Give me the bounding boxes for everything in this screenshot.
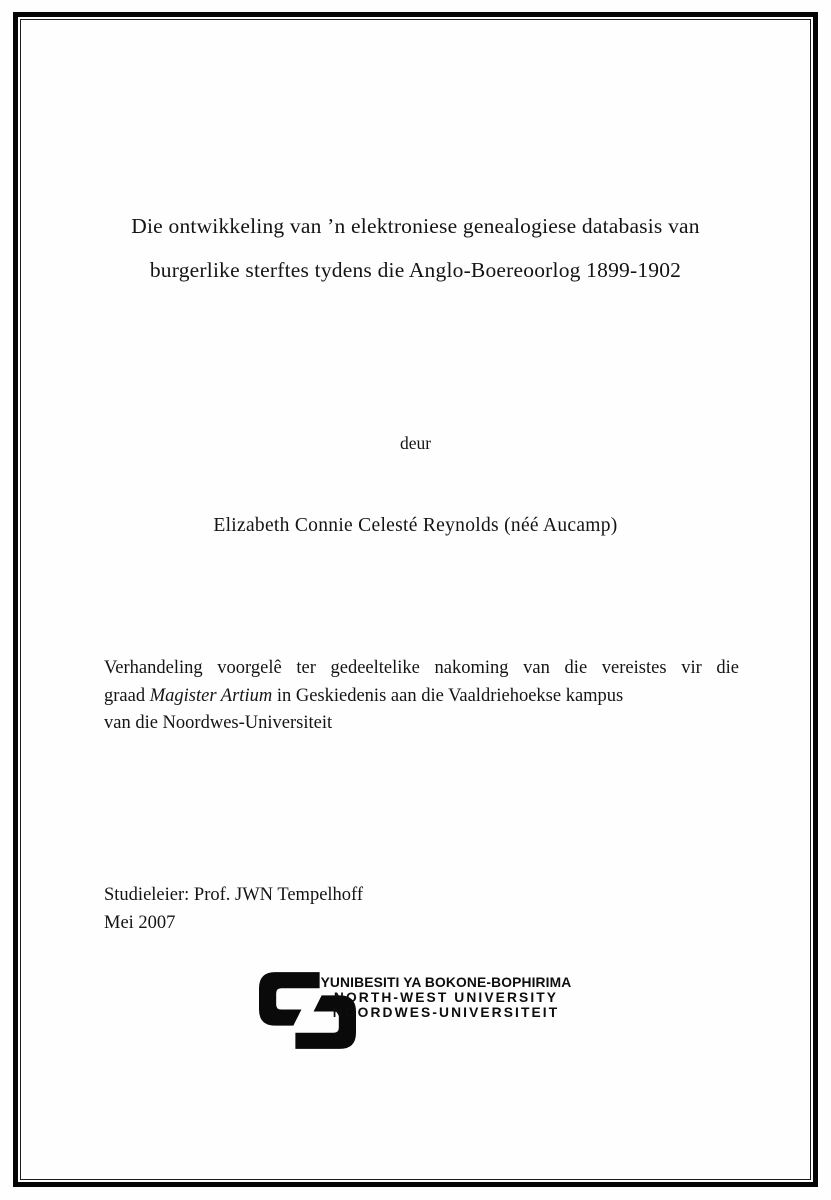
- degree-statement-line2: [104, 683, 739, 711]
- thesis-title-line1: Die ontwikkeling van ’n elektroniese genealogiese databasis van: [131, 214, 700, 238]
- byline-deur: deur: [399, 433, 432, 453]
- degree-statement-line1: Verhandeling voorgelê ter gedeeltelike nakoming van die vereistes vir die: [104, 658, 739, 678]
- author-name: Elizabeth Connie Celesté Reynolds (néé Aucamp): [213, 515, 618, 536]
- supervisor-block: [104, 881, 363, 937]
- degree-statement-line2-pre: graad: [104, 685, 150, 706]
- supervisor-line: Studieleier: Prof. JWN Tempelhoff: [104, 885, 364, 905]
- degree-statement: [104, 655, 739, 738]
- logo-text-afrikaans: NOORDWES-UNIVERSITEIT: [332, 1005, 560, 1021]
- degree-statement-line2-post: in Geskiedenis aan die Vaaldriehoekse kampus: [272, 685, 624, 706]
- thesis-title-line2: burgerlike sterftes tydens die Anglo-Boereoorlog 1899-1902: [149, 258, 682, 282]
- degree-statement-line3: van die Noordwes-Universiteit: [104, 713, 333, 733]
- logo-text-english: NORTH-WEST UNIVERSITY: [333, 990, 559, 1006]
- logo-text-setswana: YUNIBESITI YA BOKONE-BOPHIRIMA: [320, 975, 572, 990]
- thesis-title: [0, 204, 831, 292]
- degree-name-italic: Magister Artium: [149, 685, 273, 706]
- university-logo-text: [319, 975, 573, 1021]
- date-line: Mei 2007: [104, 913, 176, 933]
